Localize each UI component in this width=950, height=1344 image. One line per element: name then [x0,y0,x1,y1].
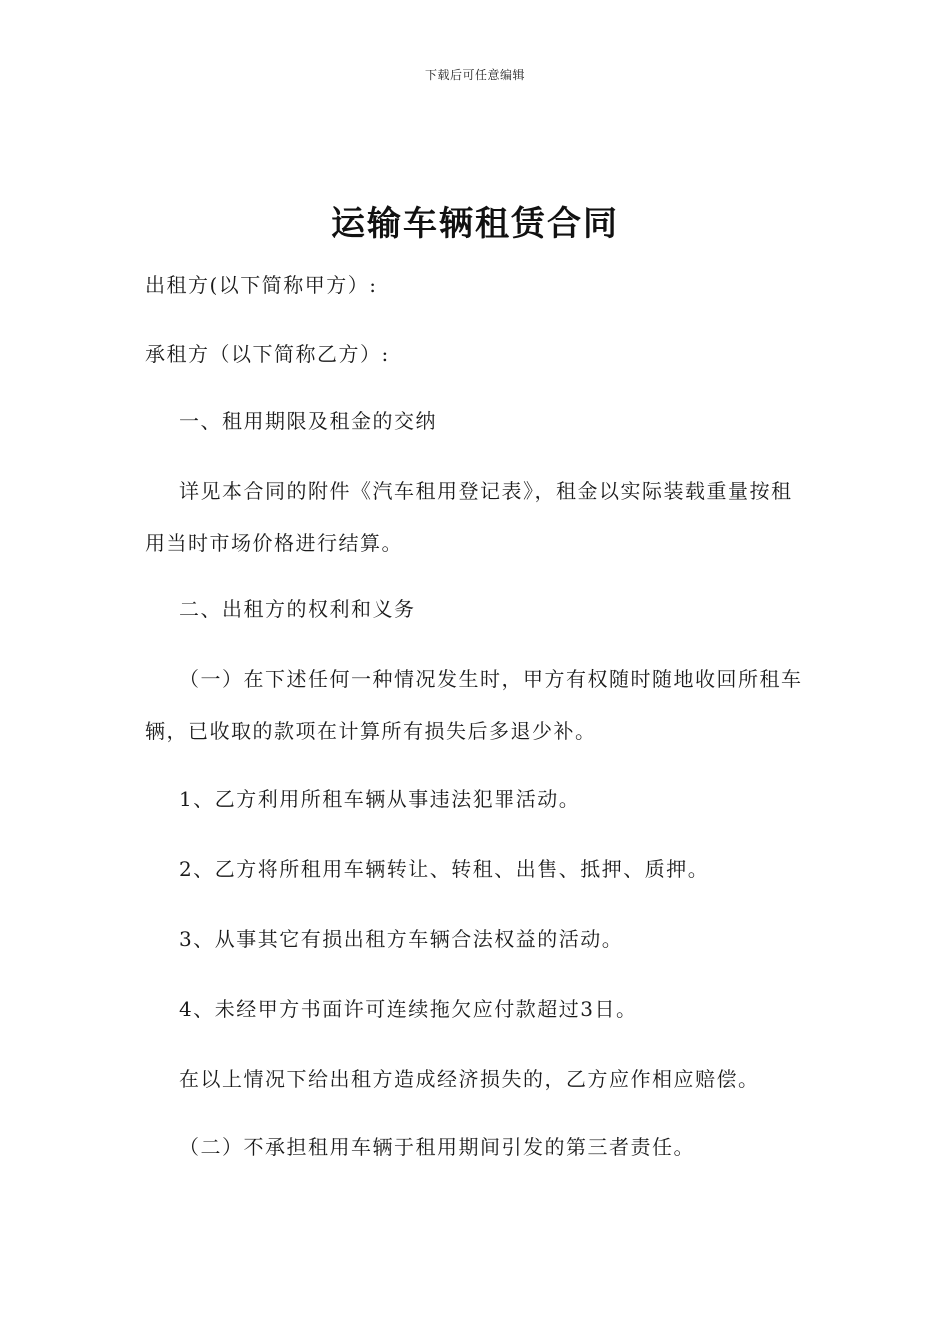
list-item-4: 4、未经甲方书面许可连续拖欠应付款超过3日。 [179,997,638,1021]
document-title: 运输车辆租赁合同 [331,204,619,244]
compensation-note: 在以上情况下给出租方造成经济损失的，乙方应作相应赔偿。 [179,1067,760,1091]
lessee-line: 承租方（以下简称乙方）: [145,342,390,366]
clause-2-1: （一）在下述任何一种情况发生时，甲方有权随时随地收回所租车辆，已收取的款项在计算所有损失后多退少补。 [145,667,803,743]
section-heading-2: 二、出租方的权利和义务 [179,597,416,621]
section-heading-1: 一、租用期限及租金的交纳 [179,409,437,433]
section-1-body: 详见本合同的附件《汽车租用登记表》，租金以实际装载重量按租用当时市场价格进行结算。 [145,479,793,555]
list-item-3: 3、从事其它有损出租方车辆合法权益的活动。 [179,927,624,951]
list-item-2: 2、乙方将所租用车辆转让、转租、出售、抵押、质押。 [179,857,710,881]
list-item-1: 1、乙方利用所租车辆从事违法犯罪活动。 [179,787,581,811]
page-header-note: 下载后可任意编辑 [424,68,525,82]
clause-2-2: （二）不承担租用车辆于租用期间引发的第三者责任。 [179,1135,695,1159]
lessor-line: 出租方(以下简称甲方）: [145,273,378,297]
